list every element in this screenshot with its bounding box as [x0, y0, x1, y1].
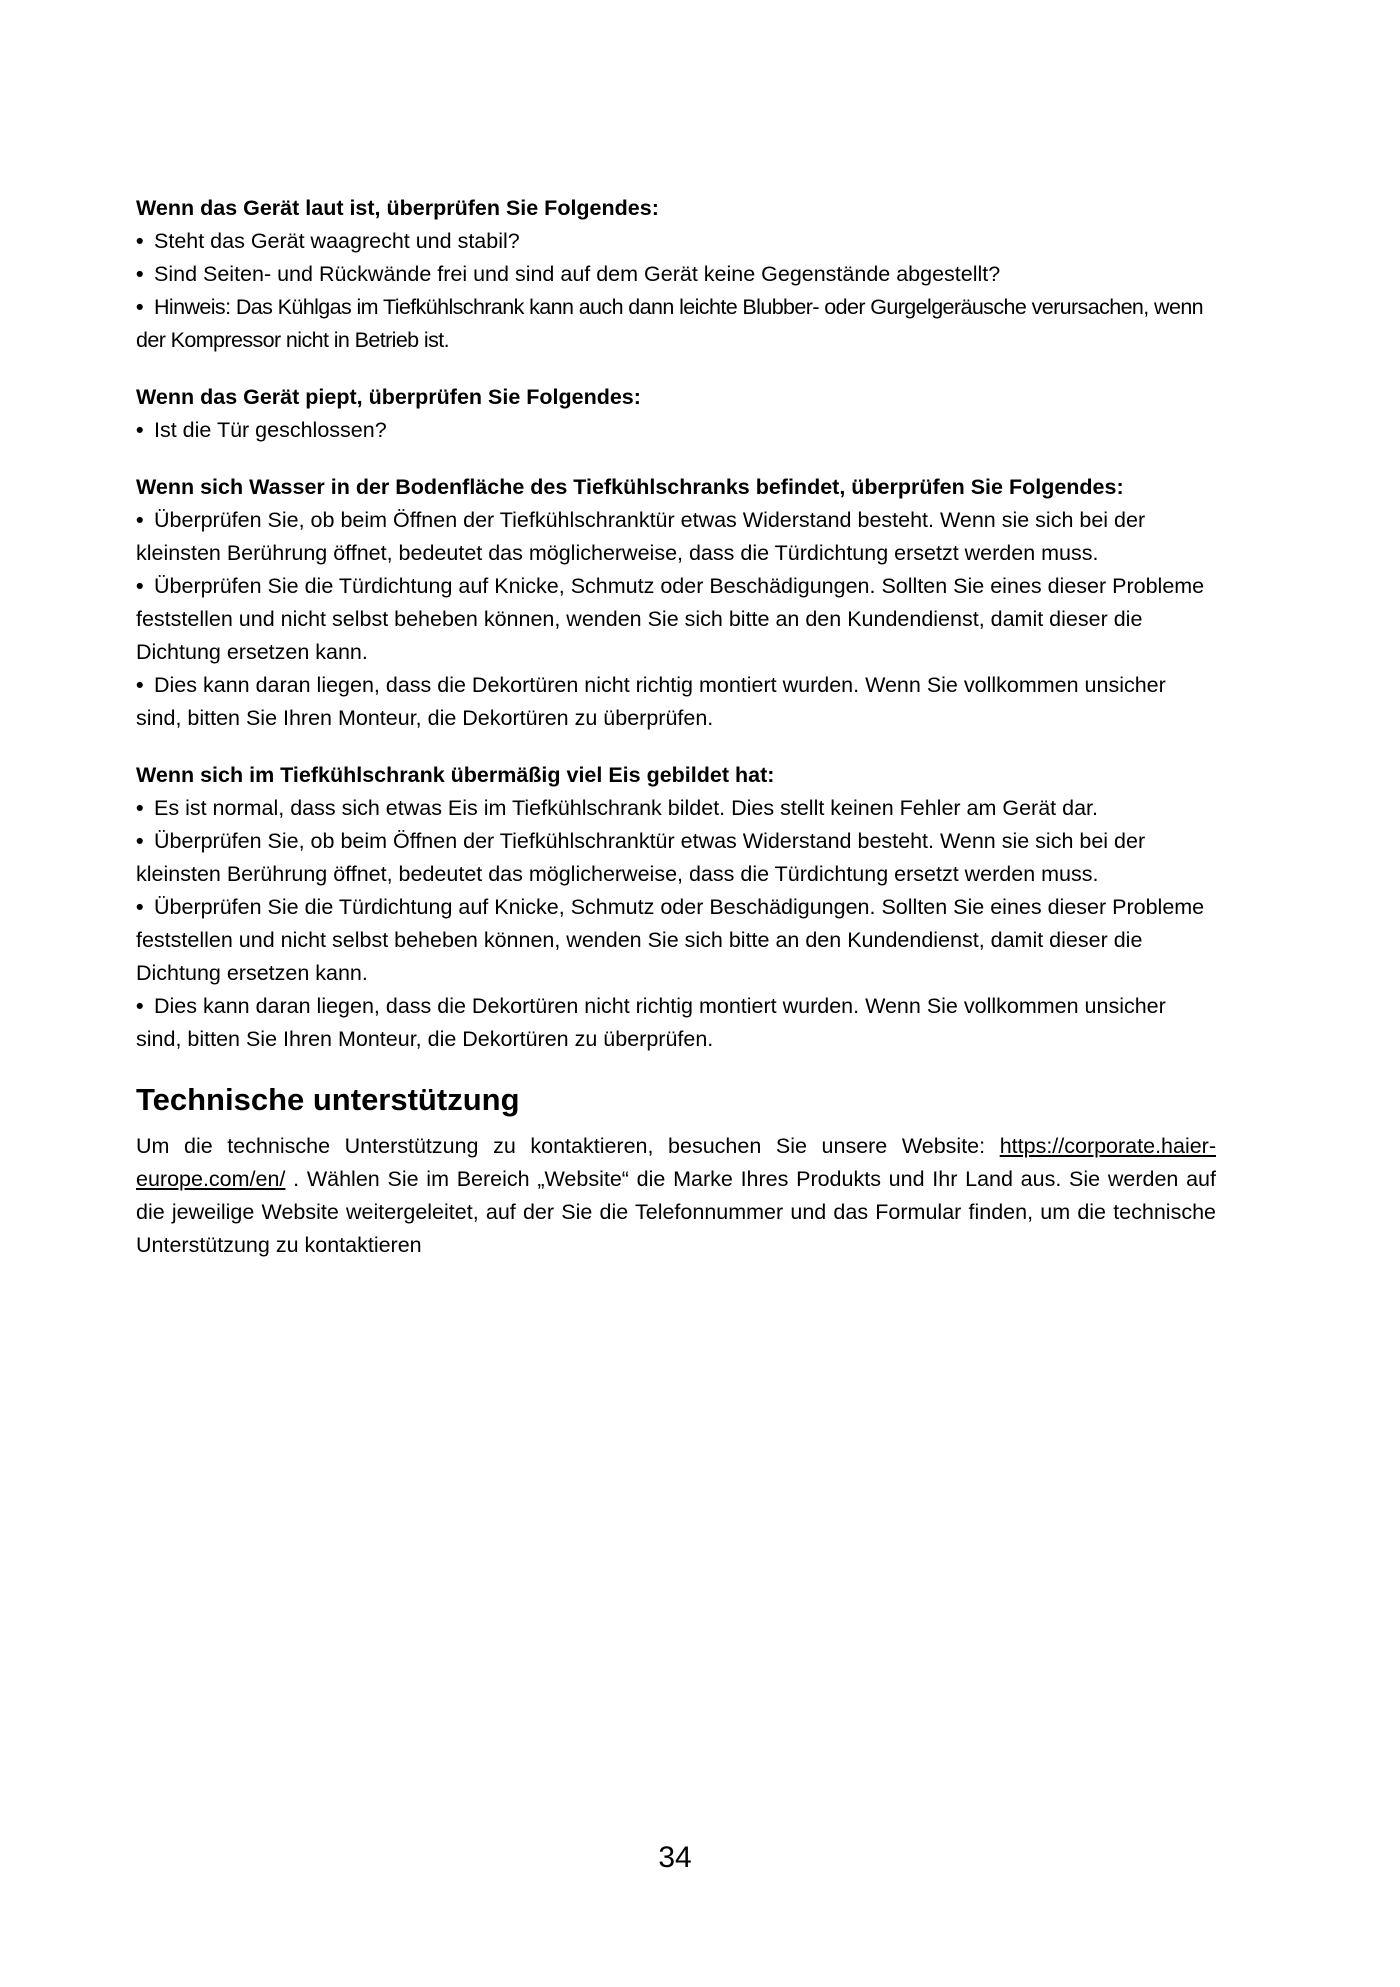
bullet-icon: •: [136, 262, 144, 286]
troubleshoot-section-water: [136, 471, 1216, 735]
troubleshoot-section-ice: [136, 759, 1216, 1056]
support-website-link[interactable]: https://corporate.haier-europe.com/en/: [136, 1134, 1217, 1191]
bullet-icon: •: [136, 673, 144, 697]
bullet-item: • Dies kann daran liegen, dass die Dekortüren nicht richtig montiert wurden. Wenn Sie vollkommen unsicher sind, bitten Sie Ihren Monteur, die Dekortüren zu überprüfen.: [136, 990, 1216, 1056]
bullet-icon: •: [136, 418, 144, 442]
bullet-icon: •: [136, 994, 144, 1018]
bullet-icon: •: [136, 829, 144, 853]
bullet-item: • Sind Seiten- und Rückwände frei und sind auf dem Gerät keine Gegenstände abgestellt?: [136, 258, 1216, 291]
page-number: 34: [658, 1841, 692, 1874]
support-title: Technische unterstützung: [136, 1082, 520, 1117]
bullet-item: • Überprüfen Sie, ob beim Öffnen der Tiefkühlschranktür etwas Widerstand besteht. Wenn sie sich bei der kleinsten Berührung öffnet, bedeutet das möglicherweise, dass die Türdichtung ersetzt werden muss.: [136, 504, 1216, 570]
support-intro: Um die technische Unterstützung zu kontaktieren, besuchen Sie unsere Website:: [136, 1134, 986, 1158]
bullet-icon: •: [136, 295, 143, 319]
bullet-icon: •: [136, 508, 144, 532]
troubleshoot-section-noise: [136, 192, 1216, 357]
page-content: [136, 192, 1216, 1262]
bullet-item: • Überprüfen Sie, ob beim Öffnen der Tiefkühlschranktür etwas Widerstand besteht. Wenn sie sich bei der kleinsten Berührung öffnet, bedeutet das möglicherweise, dass die Türdichtung ersetzt werden muss.: [136, 825, 1216, 891]
bullet-icon: •: [136, 796, 144, 820]
bullet-item: • Überprüfen Sie die Türdichtung auf Knicke, Schmutz oder Beschädigungen. Sollten Sie eines dieser Probleme feststellen und nicht selbst beheben können, wenden Sie sich bitte an den Kundendienst, damit dieser die Dichtung ersetzen kann.: [136, 891, 1216, 990]
support-instructions: . Wählen Sie im Bereich „Website“ die Marke Ihres Produkts und Ihr Land aus. Sie werden auf die jeweilige Website weitergeleitet, auf der Sie die Telefonnummer und das Formular finden, um die technische Unterstützung zu kontaktieren: [136, 1167, 1216, 1257]
bullet-icon: •: [136, 895, 144, 919]
bullet-icon: •: [136, 574, 144, 598]
bullet-item: • Es ist normal, dass sich etwas Eis im Tiefkühlschrank bildet. Dies stellt keinen Fehler am Gerät dar.: [136, 792, 1216, 825]
bullet-icon: •: [136, 229, 144, 253]
bullet-item: • Ist die Tür geschlossen?: [136, 414, 1216, 447]
troubleshoot-section-beep: [136, 381, 1216, 447]
section-heading: Wenn sich im Tiefkühlschrank übermäßig viel Eis gebildet hat:: [136, 763, 775, 787]
bullet-item: • Steht das Gerät waagrecht und stabil?: [136, 225, 1216, 258]
section-heading: Wenn das Gerät laut ist, überprüfen Sie Folgendes:: [136, 196, 659, 220]
technical-support-section: [136, 1080, 1216, 1262]
bullet-item: • Dies kann daran liegen, dass die Dekortüren nicht richtig montiert wurden. Wenn Sie vollkommen unsicher sind, bitten Sie Ihren Monteur, die Dekortüren zu überprüfen.: [136, 669, 1216, 735]
section-heading: Wenn sich Wasser in der Bodenfläche des Tiefkühlschranks befindet, überprüfen Sie Folgendes:: [136, 475, 1124, 499]
bullet-item: • Überprüfen Sie die Türdichtung auf Knicke, Schmutz oder Beschädigungen. Sollten Sie eines dieser Probleme feststellen und nicht selbst beheben können, wenden Sie sich bitte an den Kundendienst, damit dieser die Dichtung ersetzen kann.: [136, 570, 1216, 669]
support-paragraph: [136, 1130, 1216, 1262]
section-heading: Wenn das Gerät piept, überprüfen Sie Folgendes:: [136, 385, 641, 409]
bullet-item: • Hinweis: Das Kühlgas im Tiefkühlschrank kann auch dann leichte Blubber- oder Gurgelgeräusche verursachen, wenn der Kompressor nicht in Betrieb ist.: [136, 291, 1216, 357]
